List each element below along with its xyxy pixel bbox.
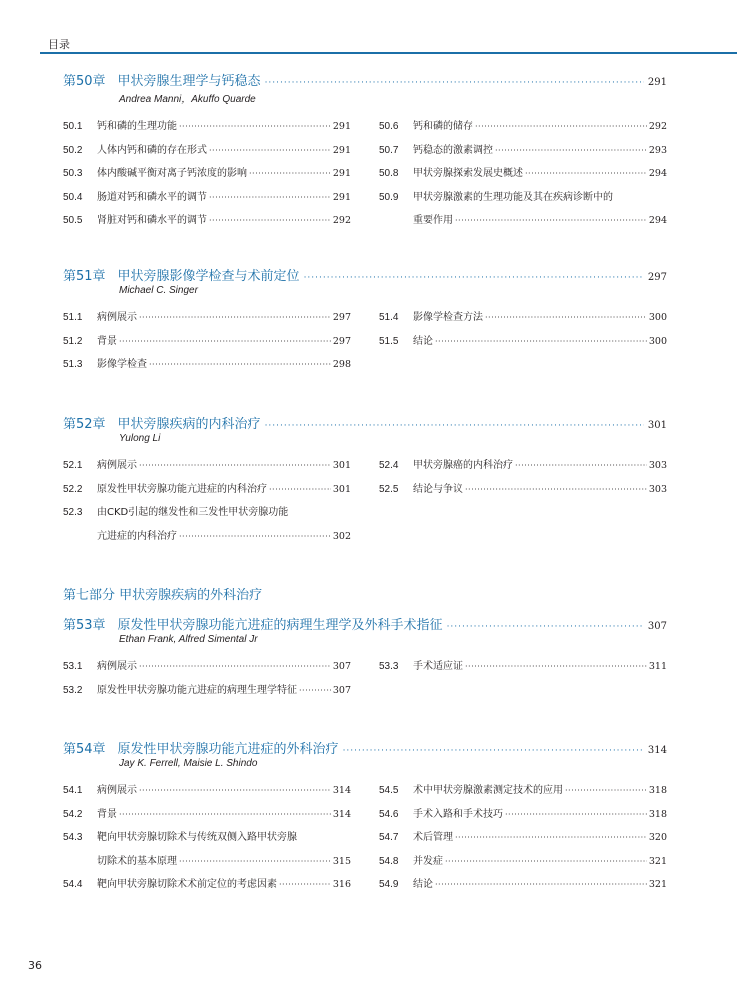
section-page-number: 300 xyxy=(648,335,667,347)
section-number: 54.4 xyxy=(63,879,83,890)
section-page-number: 307 xyxy=(332,661,351,672)
leader-dots xyxy=(299,686,331,695)
toc-entry[interactable] xyxy=(63,503,351,517)
leader-dots xyxy=(269,485,331,494)
leader-dots xyxy=(139,662,331,671)
chapter-heading[interactable] xyxy=(63,738,667,756)
section-page-number: 294 xyxy=(648,168,667,179)
chapter-authors: Yulong Li xyxy=(119,433,161,444)
section-title: 病例展示 xyxy=(97,661,137,672)
section-page-number: 318 xyxy=(648,808,667,820)
section-title: 钙和磷的生理功能 xyxy=(97,121,177,132)
section-title: 亢进症的内科治疗 xyxy=(97,530,177,542)
toc-entry[interactable] xyxy=(63,828,351,842)
header-rule xyxy=(40,52,737,54)
toc-entry[interactable] xyxy=(379,805,667,819)
section-title: 甲状旁腺癌的内科治疗 xyxy=(413,460,513,471)
part-title: 第七部分 甲状旁腺疾病的外科治疗 xyxy=(63,588,263,603)
leader-dots xyxy=(565,786,647,795)
leader-dots xyxy=(179,532,331,541)
leader-dots xyxy=(505,810,647,819)
chapter-authors: Ethan Frank, Alfred Simental Jr xyxy=(119,634,258,645)
leader-dots xyxy=(139,786,331,795)
section-title: 甲状旁腺激素的生理功能及其在疾病诊断中的 xyxy=(413,191,613,203)
toc-entry[interactable] xyxy=(379,781,667,795)
toc-entry[interactable] xyxy=(63,480,351,494)
section-page-number: 292 xyxy=(332,215,351,226)
section-number: 54.5 xyxy=(379,785,399,796)
leader-dots xyxy=(265,78,644,88)
toc-entry[interactable] xyxy=(379,828,667,842)
section-page-number: 292 xyxy=(648,121,667,132)
section-page-number: 321 xyxy=(648,879,667,890)
section-list xyxy=(63,657,667,704)
section-title: 钙和磷的储存 xyxy=(413,121,473,132)
chapter-block xyxy=(63,413,667,550)
leader-dots xyxy=(119,337,331,346)
chapter-authors: Michael C. Singer xyxy=(119,285,198,296)
chapter-number: 第52章 xyxy=(63,417,106,432)
section-title: 切除术的基本原理 xyxy=(97,855,177,867)
section-page-number: 293 xyxy=(648,144,667,156)
chapter-page-number: 297 xyxy=(647,272,667,283)
leader-dots xyxy=(447,622,644,632)
chapter-page-number: 307 xyxy=(647,621,667,632)
section-page-number: 291 xyxy=(332,144,351,156)
section-title: 结论 xyxy=(413,335,433,347)
toc-entry[interactable] xyxy=(63,781,351,795)
toc-entry[interactable] xyxy=(63,681,351,695)
toc-entry[interactable] xyxy=(63,456,351,470)
section-number: 53.3 xyxy=(379,661,399,672)
section-page-number: 300 xyxy=(648,312,667,323)
section-page-number: 291 xyxy=(332,191,351,203)
toc-entry[interactable] xyxy=(379,141,667,155)
leader-dots xyxy=(455,833,647,842)
section-title: 肾脏对钙和磷水平的调节 xyxy=(97,215,207,226)
section-number: 54.3 xyxy=(63,832,83,843)
toc-entry[interactable] xyxy=(63,188,351,202)
leader-dots xyxy=(249,169,331,178)
toc-entry[interactable] xyxy=(63,332,351,346)
chapter-page-number: 314 xyxy=(647,745,667,756)
section-page-number: 297 xyxy=(332,335,351,347)
section-title: 靶向甲状旁腺切除术术前定位的考虑因素 xyxy=(97,879,277,890)
leader-dots xyxy=(485,313,647,322)
chapter-number: 第50章 xyxy=(63,74,106,89)
section-title: 术后管理 xyxy=(413,832,453,843)
leader-dots xyxy=(445,857,647,866)
section-title: 钙稳态的激素调控 xyxy=(413,144,493,156)
section-title: 原发性甲状旁腺功能亢进症的内科治疗 xyxy=(97,483,267,495)
section-number: 54.9 xyxy=(379,879,399,890)
section-number: 51.3 xyxy=(63,359,83,370)
section-number: 54.8 xyxy=(379,855,399,867)
section-number: 54.7 xyxy=(379,832,399,843)
section-number: 50.5 xyxy=(63,215,83,226)
section-number: 53.2 xyxy=(63,684,83,696)
chapter-heading[interactable] xyxy=(63,70,667,88)
leader-dots xyxy=(279,880,331,889)
section-title: 重要作用 xyxy=(413,215,453,226)
toc-entry[interactable] xyxy=(379,332,667,346)
toc-entry[interactable] xyxy=(63,657,351,671)
toc-entry[interactable] xyxy=(63,355,351,369)
toc-entry[interactable] xyxy=(63,141,351,155)
section-title: 病例展示 xyxy=(97,312,137,323)
section-title: 背景 xyxy=(97,808,117,820)
section-title: 并发症 xyxy=(413,855,443,867)
chapter-heading[interactable] xyxy=(63,265,667,283)
section-page-number: 316 xyxy=(332,879,351,890)
section-number: 53.1 xyxy=(63,661,83,672)
section-page-number: 320 xyxy=(648,832,667,843)
section-title: 手术适应证 xyxy=(413,661,463,672)
section-number: 50.2 xyxy=(63,144,83,156)
leader-dots xyxy=(525,169,647,178)
section-title: 影像学检查方法 xyxy=(413,312,483,323)
section-page-number: 311 xyxy=(648,661,667,672)
toc-entry[interactable] xyxy=(379,480,667,494)
chapter-block xyxy=(63,265,667,379)
section-number: 52.5 xyxy=(379,483,399,495)
chapter-block xyxy=(63,738,667,899)
leader-dots xyxy=(465,485,647,494)
section-page-number: 315 xyxy=(332,855,351,867)
leader-dots xyxy=(119,810,331,819)
leader-dots xyxy=(495,146,647,155)
section-number: 52.3 xyxy=(63,507,83,518)
section-number: 50.6 xyxy=(379,121,399,132)
section-number: 51.5 xyxy=(379,335,399,347)
chapter-title: 甲状旁腺影像学检查与术前定位 xyxy=(117,269,300,284)
toc-entry[interactable] xyxy=(63,527,351,541)
leader-dots xyxy=(149,360,331,369)
section-title: 背景 xyxy=(97,335,117,347)
toc-entry[interactable] xyxy=(379,852,667,866)
chapter-heading[interactable] xyxy=(63,413,667,431)
chapter-heading[interactable] xyxy=(63,614,667,632)
leader-dots xyxy=(465,662,647,671)
chapter-authors: Andrea Manni，Akuffo Quarde xyxy=(119,94,256,105)
chapter-page-number: 301 xyxy=(647,420,667,431)
toc-entry[interactable] xyxy=(379,456,667,470)
section-list xyxy=(63,456,667,550)
section-page-number: 291 xyxy=(332,168,351,179)
chapter-block xyxy=(63,614,667,704)
section-page-number: 318 xyxy=(648,785,667,796)
toc-entry[interactable] xyxy=(63,805,351,819)
toc-entry[interactable] xyxy=(379,164,667,178)
section-number: 50.7 xyxy=(379,144,399,156)
section-title: 术中甲状旁腺激素测定技术的应用 xyxy=(413,785,563,796)
leader-dots xyxy=(209,216,331,225)
section-page-number: 307 xyxy=(332,684,351,696)
leader-dots xyxy=(435,880,647,889)
leader-dots xyxy=(139,313,331,322)
section-number: 51.4 xyxy=(379,312,399,323)
section-title: 病例展示 xyxy=(97,785,137,796)
leader-dots xyxy=(265,421,644,431)
toc-entry[interactable] xyxy=(63,164,351,178)
leader-dots xyxy=(179,857,331,866)
toc-entry[interactable] xyxy=(379,875,667,889)
section-page-number: 302 xyxy=(332,530,351,542)
section-title: 甲状旁腺探索发展史概述 xyxy=(413,168,523,179)
section-title: 病例展示 xyxy=(97,460,137,471)
section-page-number: 303 xyxy=(648,460,667,471)
leader-dots xyxy=(304,273,644,283)
section-number: 54.2 xyxy=(63,808,83,820)
section-title: 体内酸碱平衡对离子钙浓度的影响 xyxy=(97,168,247,179)
section-page-number: 294 xyxy=(648,215,667,226)
page-number: 36 xyxy=(28,959,42,972)
section-page-number: 321 xyxy=(648,855,667,867)
section-title: 原发性甲状旁腺功能亢进症的病理生理学特征 xyxy=(97,684,297,696)
section-number: 54.1 xyxy=(63,785,83,796)
chapter-page-number: 291 xyxy=(647,77,667,88)
toc-entry[interactable] xyxy=(63,875,351,889)
section-title: 结论与争议 xyxy=(413,483,463,495)
section-page-number: 291 xyxy=(332,121,351,132)
section-number: 51.2 xyxy=(63,335,83,347)
chapter-number: 第54章 xyxy=(63,742,106,757)
chapter-title: 甲状旁腺疾病的内科治疗 xyxy=(117,417,261,432)
section-page-number: 297 xyxy=(332,312,351,323)
leader-dots xyxy=(435,337,647,346)
leader-dots xyxy=(209,193,331,202)
toc-entry[interactable] xyxy=(63,308,351,322)
chapter-authors: Jay K. Ferrell, Maisie L. Shindo xyxy=(119,758,258,769)
leader-dots xyxy=(139,461,331,470)
section-number: 54.6 xyxy=(379,808,399,820)
leader-dots xyxy=(209,146,331,155)
section-title: 人体内钙和磷的存在形式 xyxy=(97,144,207,156)
section-list xyxy=(63,781,667,899)
toc-entry[interactable] xyxy=(63,117,351,131)
section-list xyxy=(63,308,667,379)
chapter-number: 第51章 xyxy=(63,269,106,284)
section-list xyxy=(63,117,667,235)
section-title: 靶向甲状旁腺切除术与传统双侧入路甲状旁腺 xyxy=(97,832,297,843)
section-number: 50.1 xyxy=(63,121,83,132)
section-page-number: 301 xyxy=(332,460,351,471)
section-number: 52.2 xyxy=(63,483,83,495)
section-title: 手术入路和手术技巧 xyxy=(413,808,503,820)
section-page-number: 314 xyxy=(332,808,351,820)
toc-entry[interactable] xyxy=(63,852,351,866)
running-head: 目录 xyxy=(48,38,70,51)
leader-dots xyxy=(343,746,644,756)
section-title: 结论 xyxy=(413,879,433,890)
section-page-number: 314 xyxy=(332,785,351,796)
leader-dots xyxy=(179,122,331,131)
chapter-title: 甲状旁腺生理学与钙稳态 xyxy=(117,74,261,89)
section-number: 50.4 xyxy=(63,191,83,203)
section-number: 50.8 xyxy=(379,168,399,179)
chapter-title: 原发性甲状旁腺功能亢进症的外科治疗 xyxy=(117,742,339,757)
leader-dots xyxy=(455,216,647,225)
section-title: 肠道对钙和磷水平的调节 xyxy=(97,191,207,203)
chapter-block xyxy=(63,70,667,235)
section-number: 52.4 xyxy=(379,460,399,471)
section-number: 50.3 xyxy=(63,168,83,179)
toc-entry[interactable] xyxy=(379,211,667,225)
section-page-number: 298 xyxy=(332,359,351,370)
section-page-number: 301 xyxy=(332,483,351,495)
section-number: 51.1 xyxy=(63,312,83,323)
section-title: 影像学检查 xyxy=(97,359,147,370)
chapter-title: 原发性甲状旁腺功能亢进症的病理生理学及外科手术指征 xyxy=(117,618,443,633)
toc-entry[interactable] xyxy=(63,211,351,225)
toc-entry[interactable] xyxy=(379,308,667,322)
toc-entry[interactable] xyxy=(379,188,667,202)
chapter-number: 第53章 xyxy=(63,618,106,633)
toc-entry[interactable] xyxy=(379,657,667,671)
toc-entry[interactable] xyxy=(379,117,667,131)
section-title: 由CKD引起的继发性和三发性甲状旁腺功能 xyxy=(97,507,289,518)
leader-dots xyxy=(475,122,647,131)
leader-dots xyxy=(515,461,647,470)
section-page-number: 303 xyxy=(648,483,667,495)
section-number: 52.1 xyxy=(63,460,83,471)
section-number: 50.9 xyxy=(379,191,399,203)
